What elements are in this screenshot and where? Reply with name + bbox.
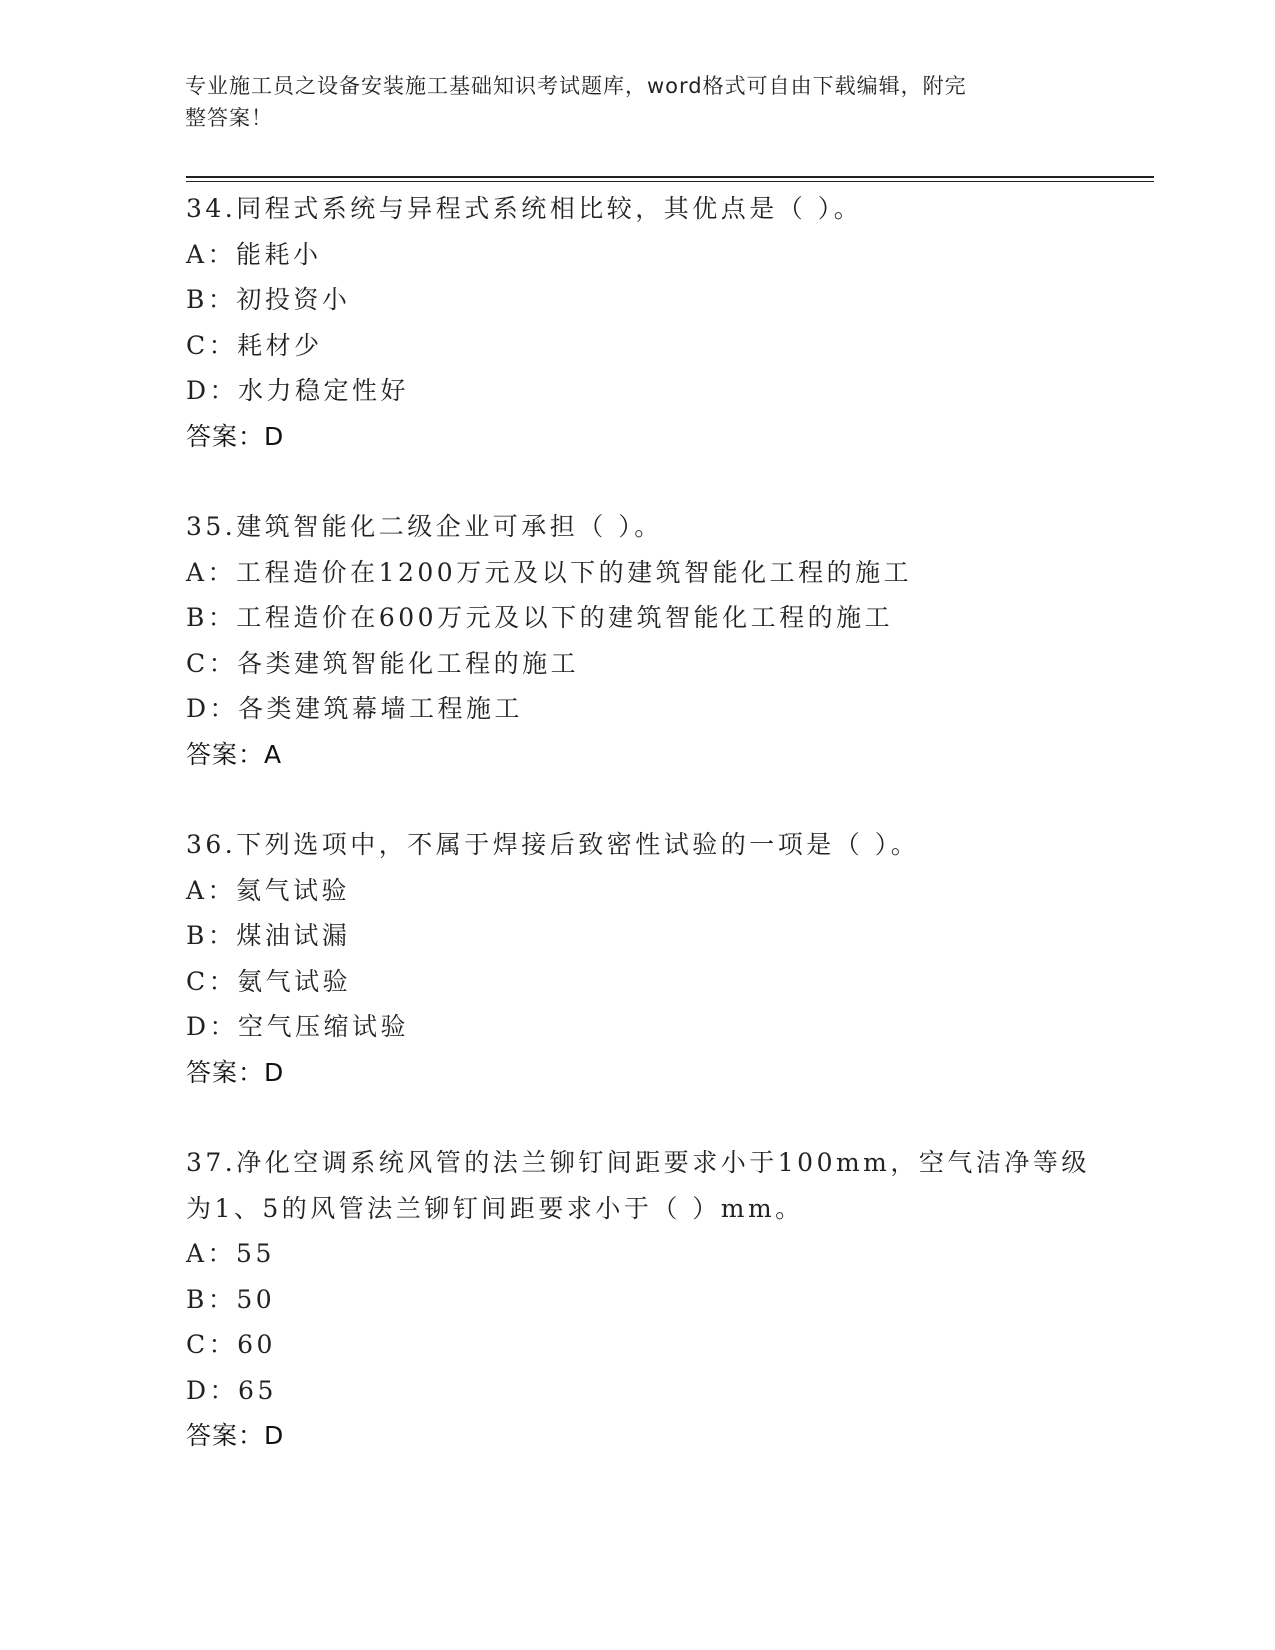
answer-row [186, 414, 1086, 460]
answer-row [186, 1413, 1086, 1459]
option-d: D：各类建筑幕墙工程施工 [186, 694, 524, 723]
answer-value: D [264, 1421, 285, 1450]
option-d: D：65 [186, 1375, 277, 1405]
header-divider-thick [186, 176, 1154, 178]
header-line-2: 整答案！ [185, 106, 273, 130]
question-stem: 34.同程式系统与异程式系统相比较，其优点是（ ）。 [186, 194, 863, 223]
answer-value: D [264, 421, 285, 451]
answer-value: D [264, 1057, 285, 1087]
option-c: C：耗材少 [186, 330, 323, 360]
answer-label: 答案： [186, 739, 265, 769]
answer-label: 答案： [186, 1421, 265, 1450]
answer-row [186, 1050, 1086, 1096]
option-d: D：水力稳定性好 [186, 376, 410, 405]
answer-label: 答案： [186, 1057, 265, 1087]
option-c: C：氨气试验 [186, 966, 352, 996]
question-35 [186, 504, 1086, 777]
option-b: B：初投资小 [186, 285, 351, 314]
question-stem-line-1: 37.净化空调系统风管的法兰铆钉间距要求小于100mm，空气洁净等级 [186, 1148, 1090, 1177]
question-37 [186, 1140, 1090, 1459]
header-divider-thin [186, 181, 1154, 182]
option-c: C：60 [186, 1330, 276, 1359]
question-stem-line-2: 为1、5的风管法兰铆钉间距要求小于（ ）mm。 [186, 1193, 804, 1223]
option-b: B：50 [186, 1284, 276, 1314]
answer-row [186, 732, 1086, 778]
option-c: C：各类建筑智能化工程的施工 [186, 648, 580, 678]
option-a: A：55 [186, 1239, 275, 1268]
option-b: B：煤油试漏 [186, 921, 351, 950]
option-a: A：工程造价在1200万元及以下的建筑智能化工程的施工 [186, 557, 913, 587]
header-line-1: 专业施工员之设备安装施工基础知识考试题库，word格式可自由下载编辑，附完 [185, 74, 967, 98]
option-a: A：氦气试验 [186, 875, 351, 905]
option-b: B：工程造价在600万元及以下的建筑智能化工程的施工 [186, 603, 894, 632]
question-36 [186, 822, 1086, 1095]
answer-value: A [264, 739, 283, 769]
option-d: D：空气压缩试验 [186, 1012, 410, 1041]
option-a: A：能耗小 [186, 239, 322, 269]
question-34 [186, 186, 1086, 459]
question-stem: 36.下列选项中，不属于焊接后致密性试验的一项是（ ）。 [186, 830, 920, 859]
answer-label: 答案： [186, 421, 265, 451]
question-list [186, 186, 1090, 1504]
document-header [185, 70, 1065, 134]
question-stem: 35.建筑智能化二级企业可承担（ ）。 [186, 512, 663, 541]
